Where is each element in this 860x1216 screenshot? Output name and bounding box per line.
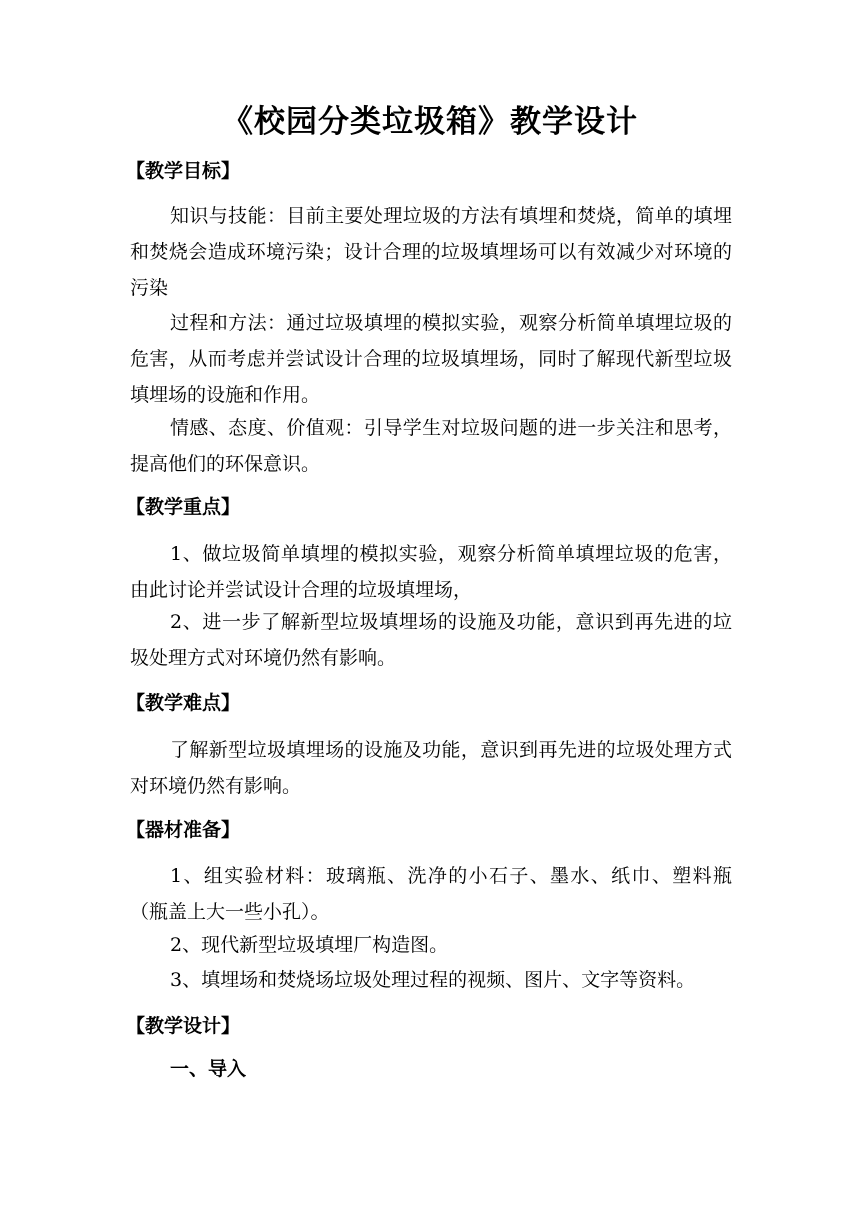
subheading-introduction: 一、导入 [170,1058,247,1080]
document-title: 《校园分类垃圾箱》教学设计 [222,104,638,140]
paragraph-material-3: 3、填埋场和焚烧场垃圾处理过程的视频、图片、文字等资料。 [170,969,696,991]
heading-key-points: 【教学重点】 [126,496,241,518]
paragraph-process-methods: 过程和方法：通过垃圾填埋的模拟实验，观察分析简单填埋垃圾的危害，从而考虑并尝试设计合理的垃圾填埋场，同时了解现代新型垃圾填埋场的设施和作用。 [130,312,732,406]
paragraph-key-point-2: 2、进一步了解新型垃圾填埋场的设施及功能，意识到再先进的垃圾处理方式对环境仍然有影响。 [130,611,732,669]
heading-materials: 【器材准备】 [126,819,241,841]
heading-teaching-design: 【教学设计】 [126,1015,241,1037]
paragraph-material-1: 1、组实验材料：玻璃瓶、洗净的小石子、墨水、纸巾、塑料瓶（瓶盖上大一些小孔）。 [130,865,732,923]
paragraph-key-point-1: 1、做垃圾简单填埋的模拟实验，观察分析简单填埋垃圾的危害，由此讨论并尝试设计合理的垃圾填埋场， [130,543,732,601]
heading-objectives: 【教学目标】 [126,160,241,182]
paragraph-attitudes-values: 情感、态度、价值观：引导学生对垃圾问题的进一步关注和思考，提高他们的环保意识。 [130,417,732,475]
paragraph-knowledge-skills: 知识与技能：目前主要处理垃圾的方法有填埋和焚烧，简单的填埋和焚烧会造成环境污染；设计合理的垃圾填埋场可以有效减少对环境的污染 [130,205,732,299]
paragraph-material-2: 2、现代新型垃圾填埋厂构造图。 [170,934,449,956]
heading-difficulties: 【教学难点】 [126,692,241,714]
paragraph-difficulty: 了解新型垃圾填埋场的设施及功能，意识到再先进的垃圾处理方式对环境仍然有影响。 [130,739,732,797]
